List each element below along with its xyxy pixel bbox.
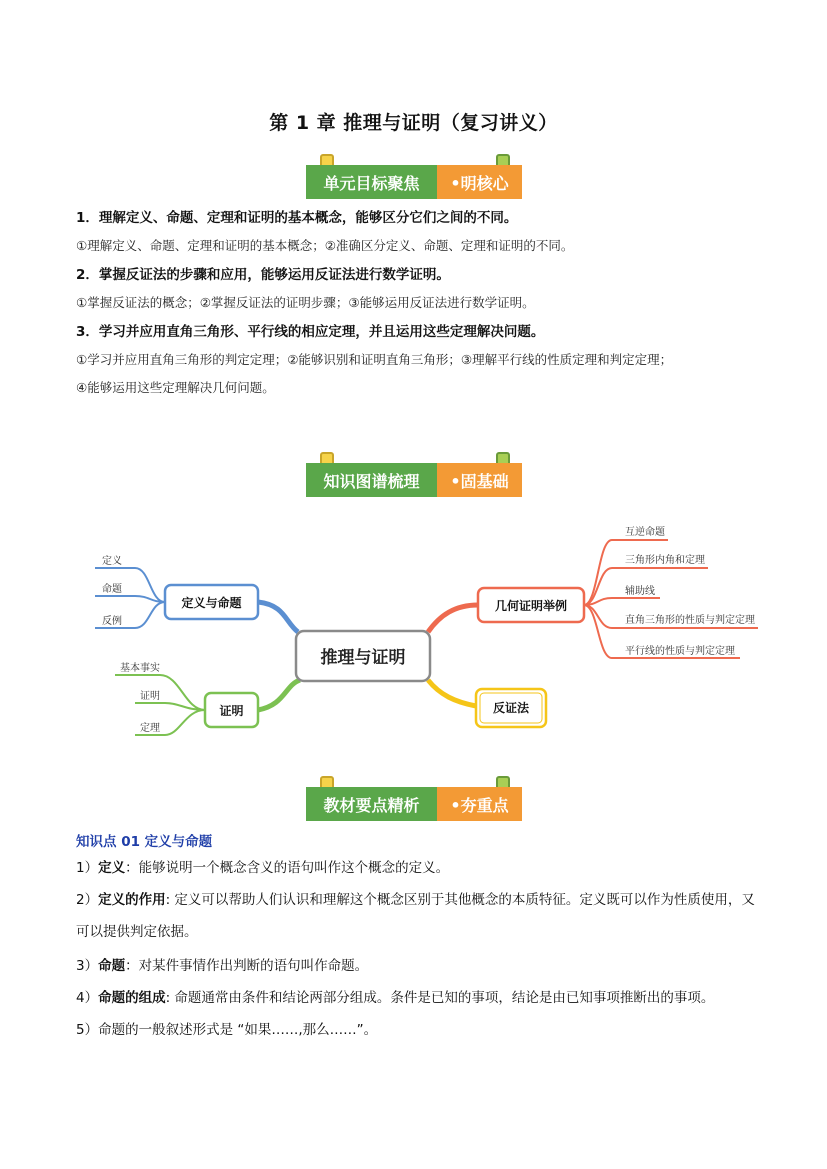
item-text: : 命题通常由条件和结论两部分组成。条件是已知的事项，结论是由已知事项推断出的事项。 xyxy=(165,990,715,1006)
knowledge-item xyxy=(76,982,766,1014)
objective-heading: 3．学习并应用直角三角形、平行线的相应定理，并且运用这些定理解决问题。 xyxy=(76,324,545,340)
item-term: 命题 xyxy=(98,958,126,974)
leaf-counterexample: 反例 xyxy=(102,616,122,627)
section-banner-key-points xyxy=(306,787,522,821)
leaf-auxiliary-line: 辅助线 xyxy=(625,586,655,597)
objective-detail: ④能够运用这些定理解决几何问题。 xyxy=(76,380,275,395)
objective-detail: ①掌握反证法的概念；②掌握反证法的证明步骤；③能够运用反证法进行数学证明。 xyxy=(76,295,535,310)
item-term: 定义 xyxy=(98,860,126,876)
banner-tag: •明核心 xyxy=(437,165,522,199)
banner-tag: •夯重点 xyxy=(437,787,522,821)
knowledge-item xyxy=(76,852,766,884)
objective-heading: 2．掌握反证法的步骤和应用，能够运用反证法进行数学证明。 xyxy=(76,267,450,283)
mind-map xyxy=(0,510,827,760)
page-title: 第 1 章 推理与证明（复习讲义） xyxy=(269,112,558,134)
node-proof: 证明 xyxy=(219,704,244,718)
leaf-definition: 定义 xyxy=(102,556,122,567)
leaf-theorem: 定理 xyxy=(140,723,160,734)
branch-connector xyxy=(428,680,476,706)
item-term: 命题的组成 xyxy=(98,990,166,1006)
objective-heading: 1．理解定义、命题、定理和证明的基本概念，能够区分它们之间的不同。 xyxy=(76,210,518,226)
node-proof-by-contradiction: 反证法 xyxy=(492,701,530,715)
objective-detail: ①理解定义、命题、定理和证明的基本概念；②准确区分定义、命题、定理和证明的不同。 xyxy=(76,238,574,253)
item-prefix: 5） xyxy=(76,1022,99,1038)
leaf-parallel-line-theorems: 平行线的性质与判定定理 xyxy=(625,646,735,657)
objective-detail: ①学习并应用直角三角形的判定定理；②能够识别和证明直角三角形；③理解平行线的性质定理和判定定理； xyxy=(76,352,673,367)
leaf-triangle-angle-sum: 三角形内角和定理 xyxy=(625,555,705,566)
node-center: 推理与证明 xyxy=(320,648,406,668)
banner-label: 单元目标聚焦 xyxy=(306,165,437,199)
item-text: : 定义可以帮助人们认识和理解这个概念区别于其他概念的本质特征。定义既可以作为性质使用，又可以提供判定依据。 xyxy=(76,892,755,940)
branch-connector xyxy=(258,680,300,710)
item-prefix: 4） xyxy=(76,990,99,1006)
item-prefix: 1） xyxy=(76,860,99,876)
banner-label: 教材要点精析 xyxy=(306,787,437,821)
node-geometry-proof: 几何证明举例 xyxy=(494,599,568,613)
item-prefix: 3） xyxy=(76,958,99,974)
knowledge-item xyxy=(76,950,766,982)
item-prefix: 2） xyxy=(76,892,99,908)
knowledge-item xyxy=(76,1014,766,1046)
section-banner-map xyxy=(306,463,522,497)
knowledge-point-title: 知识点 01 定义与命题 xyxy=(76,834,213,850)
item-term: 定义的作用 xyxy=(98,892,166,908)
banner-tag: •固基础 xyxy=(437,463,522,497)
leaf-basic-fact: 基本事实 xyxy=(120,663,160,674)
knowledge-item xyxy=(76,884,766,948)
leaf-right-triangle-theorems: 直角三角形的性质与判定定理 xyxy=(625,615,755,626)
leaf-proposition: 命题 xyxy=(102,584,122,595)
banner-label: 知识图谱梳理 xyxy=(306,463,437,497)
item-text: ：能够说明一个概念含义的语句叫作这个概念的定义。 xyxy=(125,860,450,876)
item-text: 命题的一般叙述形式是 “如果……,那么……”。 xyxy=(98,1022,378,1038)
leaf-proof: 证明 xyxy=(140,691,160,702)
leaf-converse-proposition: 互逆命题 xyxy=(625,527,665,538)
node-definition-proposition: 定义与命题 xyxy=(181,596,242,610)
item-text: ：对某件事情作出判断的语句叫作命题。 xyxy=(125,958,369,974)
branch-connector xyxy=(258,602,298,632)
section-banner-goals xyxy=(306,165,522,199)
branch-connector xyxy=(428,605,478,632)
